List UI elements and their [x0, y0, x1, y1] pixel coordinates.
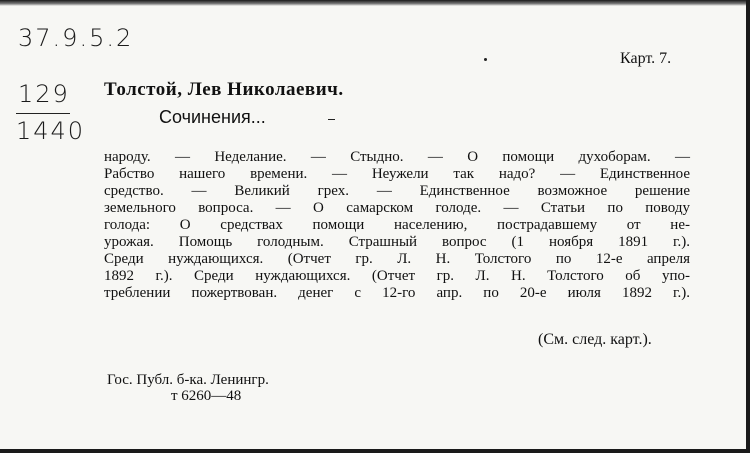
card-number: Карт. 7. — [620, 50, 672, 67]
contents-line: Среди нуждающихся. (Отчет гр. Л. Н. Толстого по 12-е апреля — [104, 251, 690, 267]
print-order-number: т 6260—48 — [171, 388, 242, 404]
contents-line: Рабство нашего времени. — Неужели так надо? — Единственное — [104, 166, 690, 182]
call-number-bottom: 1440 — [16, 117, 86, 145]
contents-line: голода: О средствах помощи населению, пострадавшему от не- — [104, 217, 690, 233]
contents-line: урожая. Помощь голодным. Страшный вопрос (1 ноября 1891 г.). — [104, 234, 690, 250]
card-top-edge — [0, 0, 750, 6]
contents-line: 1892 г.). Среди нуждающихся. (Отчет гр. Л. Н. Толстого об упо- — [104, 268, 690, 284]
shelf-mark: 37.9.5.2 — [18, 24, 134, 52]
stray-dot-mark — [484, 58, 487, 61]
see-next-card: (См. след. карт.). — [538, 331, 652, 348]
contents-line: треблении пожертвован. денег с 12-го апр. по 20-е июля 1892 г.). — [104, 285, 690, 301]
contents-line: средство. — Великий грех. — Единственное возможное решение — [104, 183, 690, 199]
work-title: Сочинения... — [159, 107, 266, 127]
call-number-top: 129 — [18, 80, 70, 108]
library-name: Гос. Публ. б-ка. Ленингр. — [107, 372, 269, 388]
card-bottom-edge — [0, 449, 750, 453]
contents-text — [104, 149, 690, 302]
card-right-edge — [746, 0, 750, 453]
call-number-divider — [16, 113, 70, 114]
contents-line: народу. — Неделание. — Стыдно. — О помощи духоборам. — — [104, 149, 690, 165]
author-heading: Толстой, Лев Николаевич. — [104, 79, 344, 100]
contents-line: земельного вопроса. — О самарском голоде. — Статьи по поводу — [104, 200, 690, 216]
dash-mark — [328, 119, 335, 120]
